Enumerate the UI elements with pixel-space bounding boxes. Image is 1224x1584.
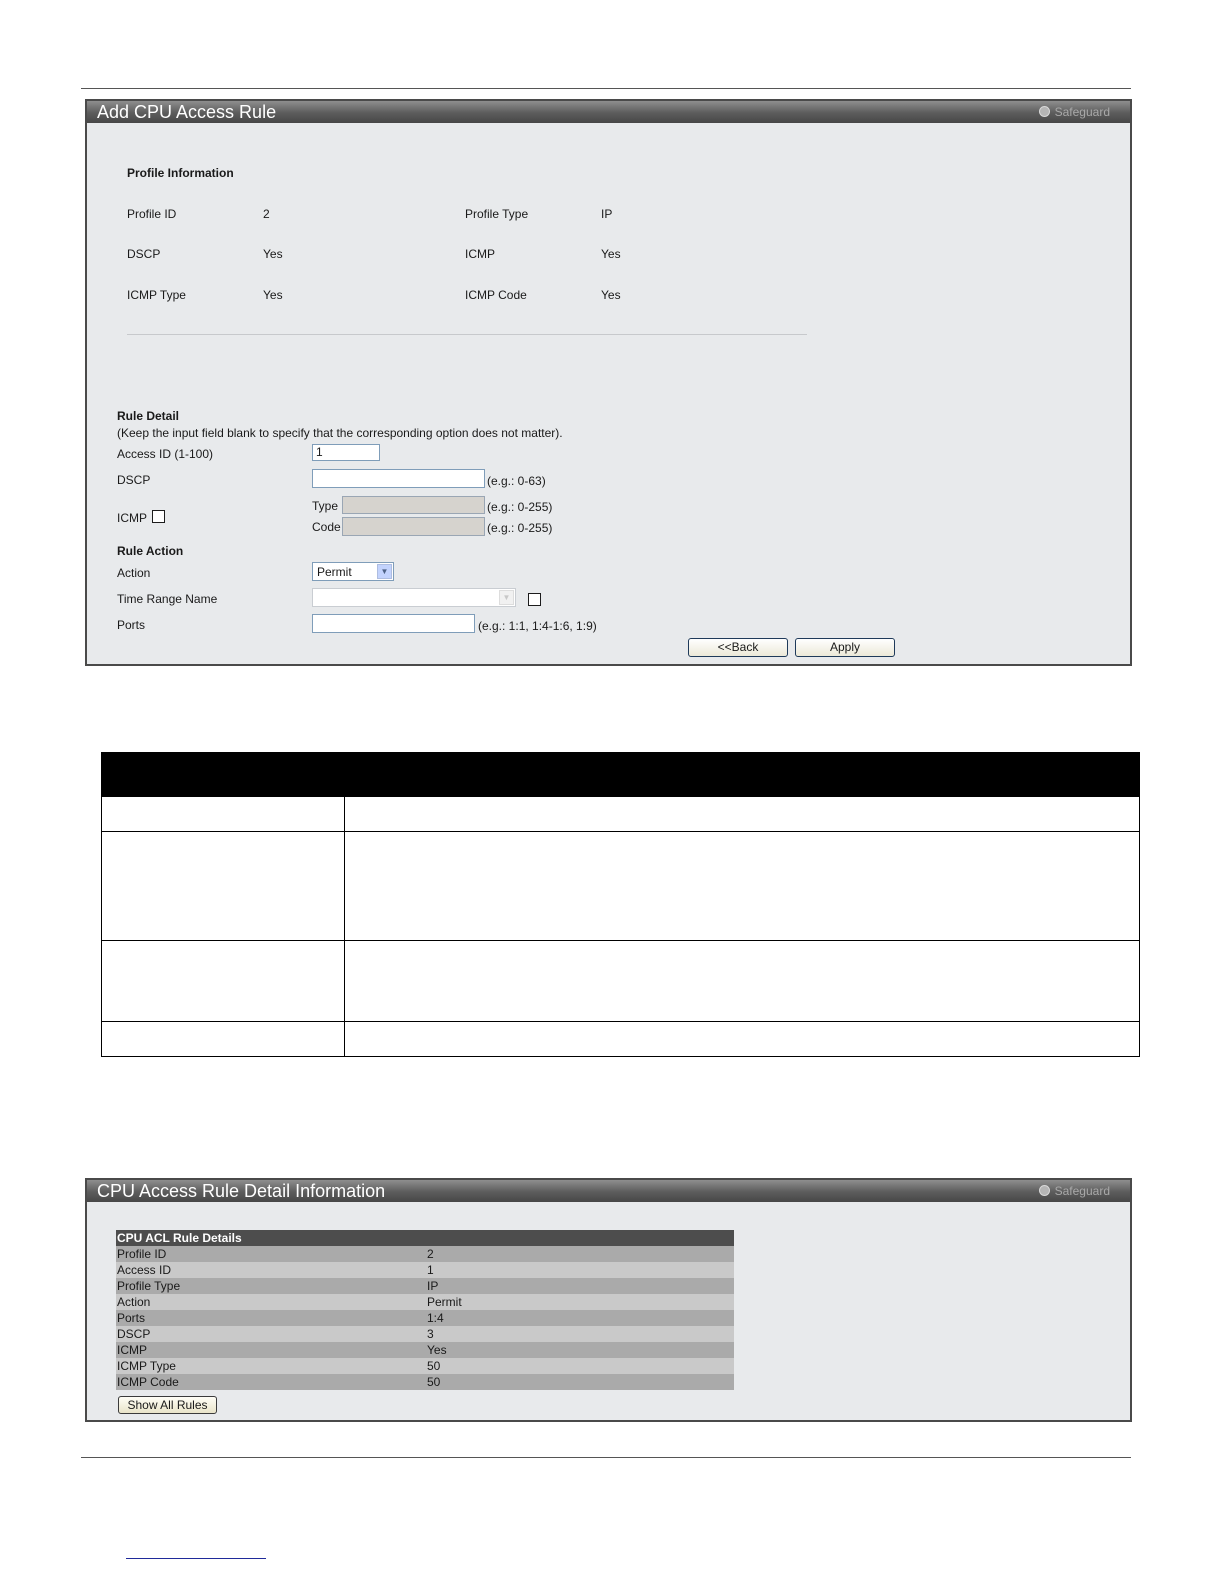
table-cell	[345, 832, 1140, 941]
icmp-checkbox[interactable]	[152, 510, 165, 523]
access-id-label: Access ID (1-100)	[117, 447, 214, 461]
access-id-input[interactable]: 1	[312, 444, 380, 461]
apply-button[interactable]: Apply	[795, 638, 895, 657]
panel-title: CPU Access Rule Detail Information	[97, 1181, 386, 1201]
ports-input[interactable]	[312, 614, 475, 633]
icmp-label: ICMP	[117, 511, 147, 525]
ports-label: Ports	[117, 618, 146, 632]
detail-key: Action	[116, 1294, 426, 1310]
section-divider	[127, 334, 807, 335]
icmp-code-input[interactable]	[342, 517, 485, 536]
icmp-type-hint: (e.g.: 0-255)	[487, 500, 553, 514]
icmp-code-hint: (e.g.: 0-255)	[487, 521, 553, 535]
table-row	[116, 1262, 734, 1278]
detail-key: Profile ID	[116, 1246, 426, 1262]
detail-value: 2	[426, 1246, 734, 1262]
dscp-input[interactable]	[312, 469, 485, 488]
details-table-heading: CPU ACL Rule Details	[116, 1230, 734, 1246]
time-range-select[interactable]	[312, 588, 516, 607]
detail-value: 1	[426, 1262, 734, 1278]
chevron-down-icon[interactable]: ▼	[377, 564, 392, 579]
icmp-code-info-label: ICMP Code	[465, 288, 527, 302]
table-cell	[345, 1022, 1140, 1057]
ports-hint: (e.g.: 1:1, 1:4-1:6, 1:9)	[478, 619, 597, 633]
table-header-parameter	[102, 753, 345, 797]
detail-value: 3	[426, 1326, 734, 1342]
panel-title: Add CPU Access Rule	[97, 102, 277, 122]
action-selected-value: Permit	[317, 565, 352, 579]
detail-value: 50	[426, 1374, 734, 1390]
table-cell	[102, 941, 345, 1022]
footer-link-underline[interactable]	[126, 1558, 266, 1559]
table-row	[116, 1358, 734, 1374]
icmp-code-label: Code	[312, 520, 341, 534]
table-row	[116, 1294, 734, 1310]
safeguard-indicator	[1039, 101, 1110, 123]
icmp-type-label: Type	[312, 499, 339, 513]
rule-detail-heading: Rule Detail	[117, 409, 180, 423]
details-table-header	[116, 1230, 734, 1246]
top-rule	[81, 88, 1131, 89]
icmp-type-info-value: Yes	[263, 288, 283, 302]
table-row	[102, 797, 1140, 832]
detail-value: Yes	[426, 1342, 734, 1358]
safeguard-icon	[1039, 1185, 1050, 1196]
icmp-info-value: Yes	[601, 247, 621, 261]
table-cell	[345, 797, 1140, 832]
profile-type-label: Profile Type	[465, 207, 529, 221]
profile-id-value: 2	[263, 207, 270, 221]
profile-info-heading: Profile Information	[127, 166, 234, 180]
detail-value: 1:4	[426, 1310, 734, 1326]
detail-key: Profile Type	[116, 1278, 426, 1294]
detail-key: ICMP Type	[116, 1358, 426, 1374]
table-row	[116, 1246, 734, 1262]
icmp-code-info-value: Yes	[601, 288, 621, 302]
bottom-rule	[81, 1457, 1131, 1458]
safeguard-indicator	[1039, 1180, 1110, 1202]
table-cell	[102, 797, 345, 832]
profile-id-label: Profile ID	[127, 207, 177, 221]
detail-key: Ports	[116, 1310, 426, 1326]
time-range-label: Time Range Name	[117, 592, 218, 606]
table-cell	[102, 832, 345, 941]
add-cpu-access-rule-panel	[85, 99, 1132, 666]
icmp-info-label: ICMP	[465, 247, 495, 261]
safeguard-label: Safeguard	[1054, 105, 1110, 119]
table-row	[102, 941, 1140, 1022]
parameter-description-table	[101, 752, 1140, 1057]
table-row	[116, 1342, 734, 1358]
table-row	[102, 1022, 1140, 1057]
detail-key: ICMP	[116, 1342, 426, 1358]
rule-action-heading: Rule Action	[117, 544, 184, 558]
table-row	[102, 832, 1140, 941]
icmp-type-input[interactable]	[342, 496, 485, 514]
action-select[interactable]	[312, 562, 394, 581]
rule-detail-note: (Keep the input field blank to specify that the corresponding option does not matter).	[117, 426, 563, 440]
table-row	[116, 1278, 734, 1294]
profile-type-value: IP	[601, 207, 613, 221]
panel-title-bar	[87, 101, 1130, 123]
detail-value: IP	[426, 1278, 734, 1294]
time-range-checkbox[interactable]	[528, 593, 541, 606]
detail-key: ICMP Code	[116, 1374, 426, 1390]
chevron-down-icon[interactable]: ▼	[499, 590, 514, 605]
detail-value: Permit	[426, 1294, 734, 1310]
table-header-description	[345, 753, 1140, 797]
icmp-type-info-label: ICMP Type	[127, 288, 186, 302]
table-cell	[345, 941, 1140, 1022]
table-row	[116, 1374, 734, 1390]
safeguard-label: Safeguard	[1054, 1184, 1110, 1198]
safeguard-icon	[1039, 106, 1050, 117]
action-label: Action	[117, 566, 151, 580]
table-cell	[102, 1022, 345, 1057]
table-header-row	[102, 753, 1140, 797]
dscp-info-value: Yes	[263, 247, 283, 261]
detail-value: 50	[426, 1358, 734, 1374]
back-button[interactable]: <<Back	[688, 638, 788, 657]
table-row	[116, 1310, 734, 1326]
panel-title-bar	[87, 1180, 1130, 1202]
table-row	[116, 1326, 734, 1342]
show-all-rules-button[interactable]: Show All Rules	[118, 1396, 217, 1414]
cpu-acl-rule-details-table	[116, 1230, 734, 1390]
dscp-info-label: DSCP	[127, 247, 161, 261]
dscp-hint: (e.g.: 0-63)	[487, 474, 546, 488]
detail-key: DSCP	[116, 1326, 426, 1342]
detail-key: Access ID	[116, 1262, 426, 1278]
dscp-label: DSCP	[117, 473, 151, 487]
